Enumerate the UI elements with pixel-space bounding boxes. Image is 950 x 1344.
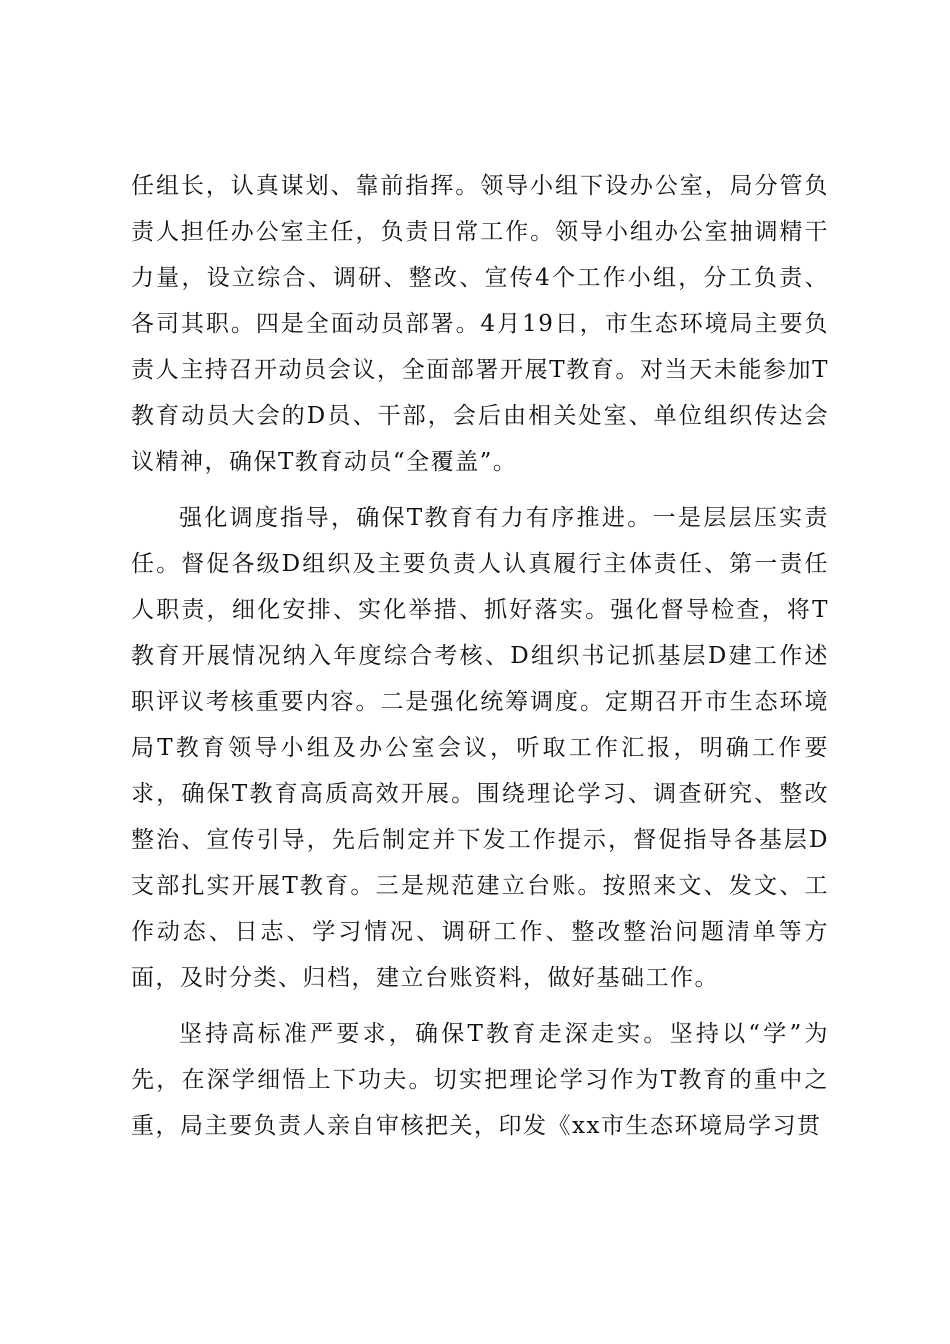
paragraph-2: 强化调度指导，确保T教育有力有序推进。一是层层压实责任。督促各级D组织及主要负责人认真履行主体责任、第一责任人职责，细化安排、实化举措、抓好落实。强化督导检查，将T教育开展情况纳入年度综合考核、D组织书记抓基层D建工作述职评议考核重要内容。二是强化统筹调度。定期召开市生态环境局T教育领导小组及办公室会议，听取工作汇报，明确工作要求，确保T教育高质高效开展。围绕理论学习、调查研究、整改整治、宣传引导，先后制定并下发工作提示，督促指导各基层D支部扎实开展T教育。三是规范建立台账。按照来文、发文、工作动态、日志、学习情况、调研工作、整改整治问题清单等方面，及时分类、归档，建立台账资料，做好基础工作。 xyxy=(131,505,829,991)
paragraph-1: 任组长，认真谋划、靠前指挥。领导小组下设办公室，局分管负责人担任办公室主任，负责日常工作。领导小组办公室抽调精干力量，设立综合、调研、整改、宣传4个工作小组，分工负责、各司其职。四是全面动员部署。4月19日，市生态环境局主要负责人主持召开动员会议，全面部署开展T教育。对当天未能参加T教育动员大会的D员、干部，会后由相关处室、单位组织传达会议精神，确保T教育动员“全覆盖”。 xyxy=(131,173,829,475)
paragraph-3: 坚持高标准严要求，确保T教育走深走实。坚持以“学”为先，在深学细悟上下功夫。切实把理论学习作为T教育的重中之重，局主要负责人亲自审核把关，印发《xx市生态环境局学习贯 xyxy=(131,1021,829,1139)
document-body xyxy=(131,163,829,1149)
